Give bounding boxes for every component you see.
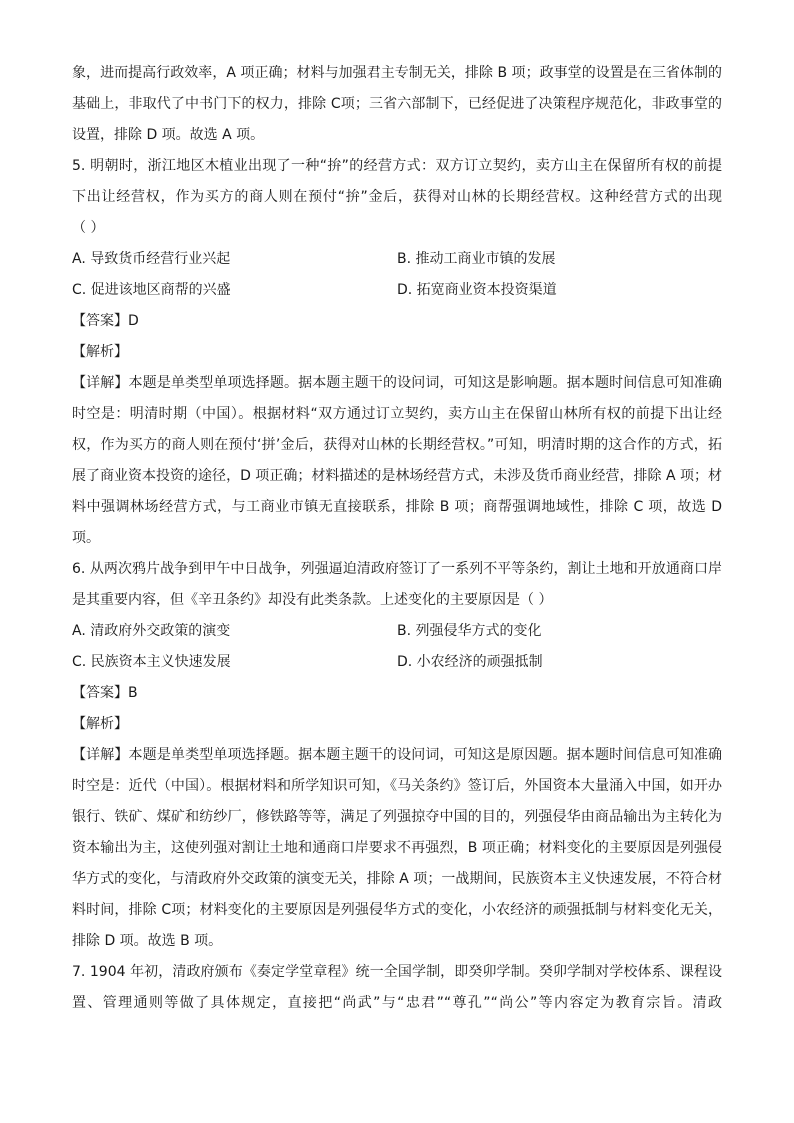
intro-line-1: 象，进而提高行政效率，A 项正确；材料与加强君主专制无关，排除 B 项；政事堂的设置是在三省体制的 — [72, 65, 722, 81]
q6-option-b: B. 列强侵华方式的变化 — [397, 623, 542, 639]
q5-option-a: A. 导致货币经营行业兴起 — [72, 251, 231, 267]
q5-stem-line-2: 下出让经营权，作为买方的商人则在预付“拚”金后，获得对山林的长期经营权。这种经营方式的出现 — [72, 189, 722, 205]
q6-stem-line-2: 是其重要内容，但《辛丑条约》却没有此类条款。上述变化的主要原因是（ ） — [72, 592, 553, 608]
q6-answer — [72, 678, 722, 709]
q5-option-b: B. 推动工商业市镇的发展 — [397, 251, 556, 267]
q7-stem-line-1: 7. 1904 年初，清政府颁布《奏定学堂章程》统一全国学制，即癸卯学制。癸卯学制对学校体系、课程设 — [72, 964, 722, 980]
q6-detail-line-4: 资本输出为主，这使列强对割让土地和通商口岸要求不再强烈，B 项正确；材料变化的主要原因是列强侵 — [72, 840, 722, 856]
q5-answer-value: D — [128, 313, 139, 329]
intro-line-2: 基础上，非取代了中书门下的权力，排除 C项；三省六部制下，已经促进了决策程序规范化，非政事堂的 — [72, 96, 722, 112]
q5-options-row-2 — [72, 275, 722, 306]
q6-detail-text-1: 本题是单类型单项选择题。据本题主题干的设问词，可知这是原因题。据本题时间信息可知准确 — [128, 747, 722, 763]
q6-detail-line-5: 华方式的变化，与清政府外交政策的演变无关，排除 A 项；一战期间，民族资本主义快速发展，不符合材 — [72, 871, 722, 887]
q6-option-a: A. 清政府外交政策的演变 — [72, 623, 231, 639]
q6-detail-line-1 — [72, 740, 722, 771]
q6-options-row-2 — [72, 647, 722, 678]
q5-detail-line-5: 料中强调林场经营方式，与工商业市镇无直接联系，排除 B 项；商帮强调地域性，排除 C 项，故选 D — [72, 499, 722, 515]
q5-option-d: D. 拓宽商业资本投资渠道 — [397, 282, 557, 298]
q6-detail-line-7: 排除 D 项。故选 B 项。 — [72, 933, 223, 949]
q6-option-c: C. 民族资本主义快速发展 — [72, 654, 231, 670]
q6-answer-value: B — [128, 685, 138, 701]
q7-stem-line-2: 置、管理通则等做了具体规定，直接把“尚武”与“忠君”“尊孔”“尚公”等内容定为教育宗旨。清政 — [72, 995, 722, 1011]
q6-answer-tag: 【答案】 — [72, 685, 128, 701]
q5-detail-line-3: 权，作为买方的商人则在预付‘拼’金后，获得对山林的长期经营权。”可知，明清时期的这合作的方式，拓 — [72, 437, 722, 453]
q5-detail-line-4: 展了商业资本投资的途径，D 项正确；材料描述的是林场经营方式，未涉及货币商业经营，排除 A 项；材 — [72, 468, 722, 484]
q5-detail-line-2: 时空是：明清时期（中国）。根据材料“双方通过订立契约，卖方山主在保留山林所有权的前提下出让经 — [72, 406, 722, 422]
q5-analysis-tag: 【解析】 — [72, 344, 128, 360]
q5-answer-tag: 【答案】 — [72, 313, 128, 329]
q6-analysis-tag: 【解析】 — [72, 716, 128, 732]
q5-answer — [72, 306, 722, 337]
q5-stem-line-1: 5. 明朝时，浙江地区木植业出现了一种“拚”的经营方式：双方订立契约，卖方山主在保留所有权的前提 — [72, 158, 722, 174]
q6-detail-line-2: 时空是：近代（中国）。根据材料和所学知识可知，《马关条约》签订后，外国资本大量涌入中国，如开办 — [72, 778, 722, 794]
q5-detail-text-1: 本题是单类型单项选择题。据本题主题干的设问词，可知这是影响题。据本题时间信息可知准确 — [128, 375, 722, 391]
q6-stem-line-1: 6. 从两次鸦片战争到甲午中日战争，列强逼迫清政府签订了一系列不平等条约，割让土地和开放通商口岸 — [72, 561, 722, 577]
q5-detail-tag: 【详解】 — [72, 375, 129, 391]
q6-detail-line-3: 银行、铁矿、煤矿和纺纱厂，修铁路等等，满足了列强掠夺中国的目的，列强侵华由商品输出为主转化为 — [72, 809, 722, 825]
q5-detail-line-1 — [72, 368, 722, 399]
q6-detail-tag: 【详解】 — [72, 747, 129, 763]
q6-option-d: D. 小农经济的顽强抵制 — [397, 654, 543, 670]
q6-options-row-1 — [72, 616, 722, 647]
q5-detail-line-6: 项。 — [72, 530, 100, 546]
q6-detail-line-6: 料时间，排除 C项；材料变化的主要原因是列强侵华方式的变化，小农经济的顽强抵制与材料变化无关， — [72, 902, 722, 918]
q5-options-row-1 — [72, 244, 722, 275]
intro-line-3: 设置，排除 D 项。故选 A 项。 — [72, 127, 265, 143]
q5-option-c: C. 促进该地区商帮的兴盛 — [72, 282, 231, 298]
document-page — [72, 58, 722, 1019]
q5-stem-line-3: （ ） — [72, 220, 105, 236]
